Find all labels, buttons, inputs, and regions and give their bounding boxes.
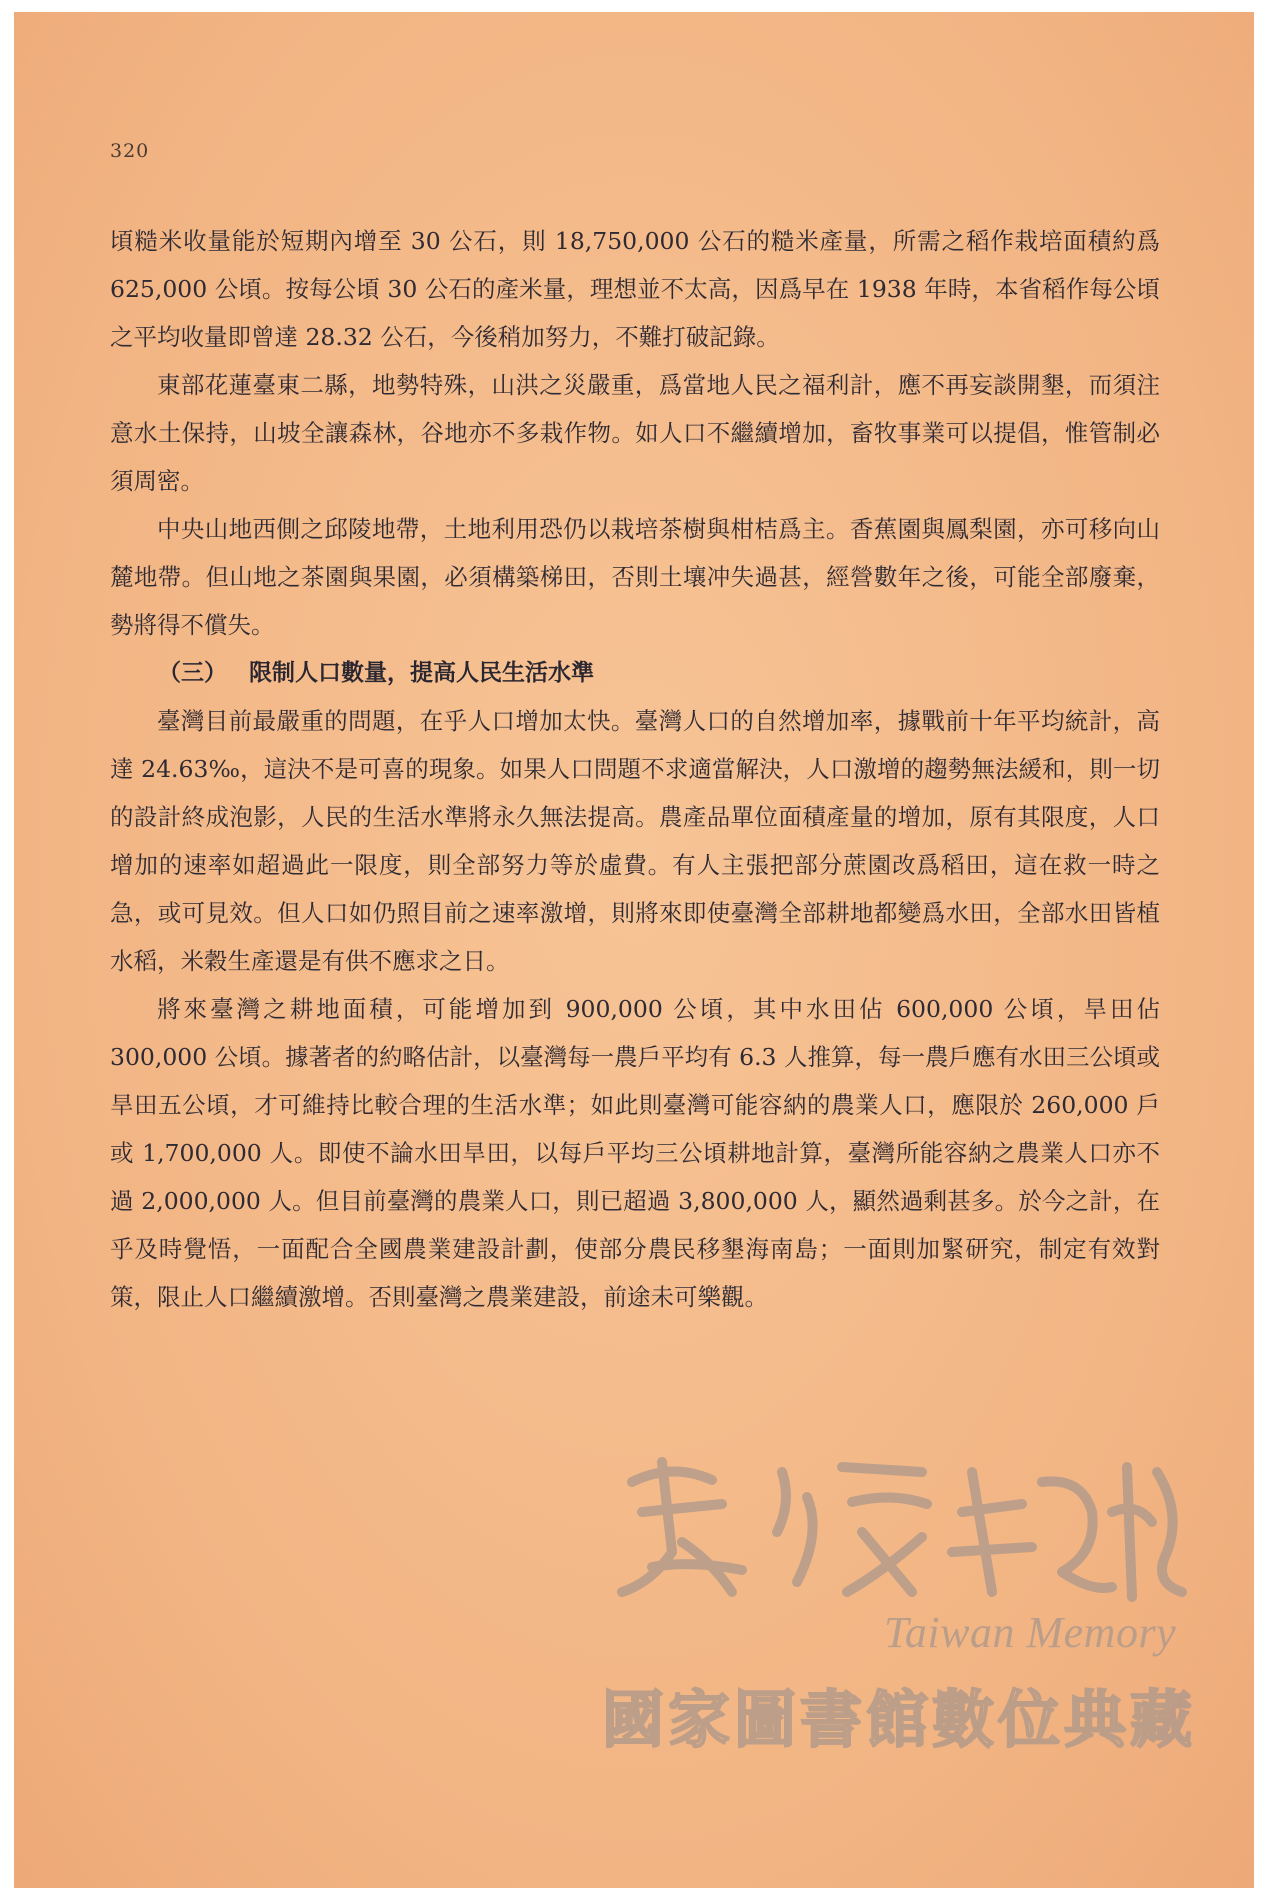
page-number: 320 xyxy=(110,140,150,162)
watermark-english: Taiwan Memory xyxy=(884,1608,1177,1657)
paragraph-1: 頃糙米收量能於短期內增至 30 公石，則 18,750,000 公石的糙米產量，所需之稻作栽培面積約爲 625,000 公頃。按每公頃 30 公石的產米量，理想並不太高，因爲早在 1938 年時，本省稻作每公頃之平均收量即曾達 28.32 公石，今後稍加努力，不難打破記錄。 xyxy=(110,227,1160,351)
watermark-calligraphy-logo xyxy=(592,1442,1192,1612)
paragraph-5: 將來臺灣之耕地面積，可能增加到 900,000 公頃，其中水田佔 600,000 公頃，旱田佔 300,000 公頃。據著者的約略估計，以臺灣每一農戶平均有 6.3 人推算，每一農戶應有水田三公頃或旱田五公頃，才可維持比較合理的生活水準；如此則臺灣可能容納的農業人口，應限於 260,000 戶或 1,700,000 人。即使不論水田旱田，以每戶平均三公頃耕地計算，臺灣所能容納之農業人口亦不過 2,000,000 人。但目前臺灣的農業人口，則已超過 3,800,000 人，顯然過剩甚多。於今之計，在乎及時覺悟，一面配合全國農業建設計劃，使部分農民移墾海南島；一面則加緊研究，制定有效對策，限止人口繼續激增。否則臺灣之農業建設，前途未可樂觀。 xyxy=(110,995,1160,1311)
watermark-chinese: 國家圖書館數位典藏 xyxy=(602,1683,1197,1756)
section-heading-title: 限制人口數量，提高人民生活水準 xyxy=(249,660,594,686)
taiwan-memory-watermark xyxy=(574,1442,1214,1782)
section-heading-number: （三） xyxy=(158,660,227,686)
section-heading xyxy=(110,649,1160,697)
paragraph-2: 東部花蓮臺東二縣，地勢特殊，山洪之災嚴重，爲當地人民之福利計，應不再妄談開墾，而須注意水土保持，山坡全讓森林，谷地亦不多栽作物。如人口不繼續增加，畜牧事業可以提倡，惟管制必須周密。 xyxy=(110,371,1160,495)
paragraph-4: 臺灣目前最嚴重的問題，在乎人口增加太快。臺灣人口的自然增加率，據戰前十年平均統計，高達 24.63‰，這決不是可喜的現象。如果人口問題不求適當解決，人口激增的趨勢無法緩和，則一切的設計終成泡影，人民的生活水準將永久無法提高。農產品單位面積產量的增加，原有其限度，人口增加的速率如超過此一限度，則全部努力等於虛費。有人主張把部分蔗園改爲稻田，這在救一時之急，或可見效。但人口如仍照目前之速率激增，則將來即使臺灣全部耕地都變爲水田，全部水田皆植水稻，米穀生產還是有供不應求之日。 xyxy=(110,707,1160,975)
document-page xyxy=(14,12,1254,1888)
body-text xyxy=(110,217,1160,1321)
paragraph-3: 中央山地西側之邱陵地帶，土地利用恐仍以栽培茶樹與柑桔爲主。香蕉園與鳳梨園，亦可移向山麓地帶。但山地之茶園與果園，必須構築梯田，否則土壤冲失過甚，經營數年之後，可能全部廢棄，勢將得不償失。 xyxy=(110,515,1160,639)
